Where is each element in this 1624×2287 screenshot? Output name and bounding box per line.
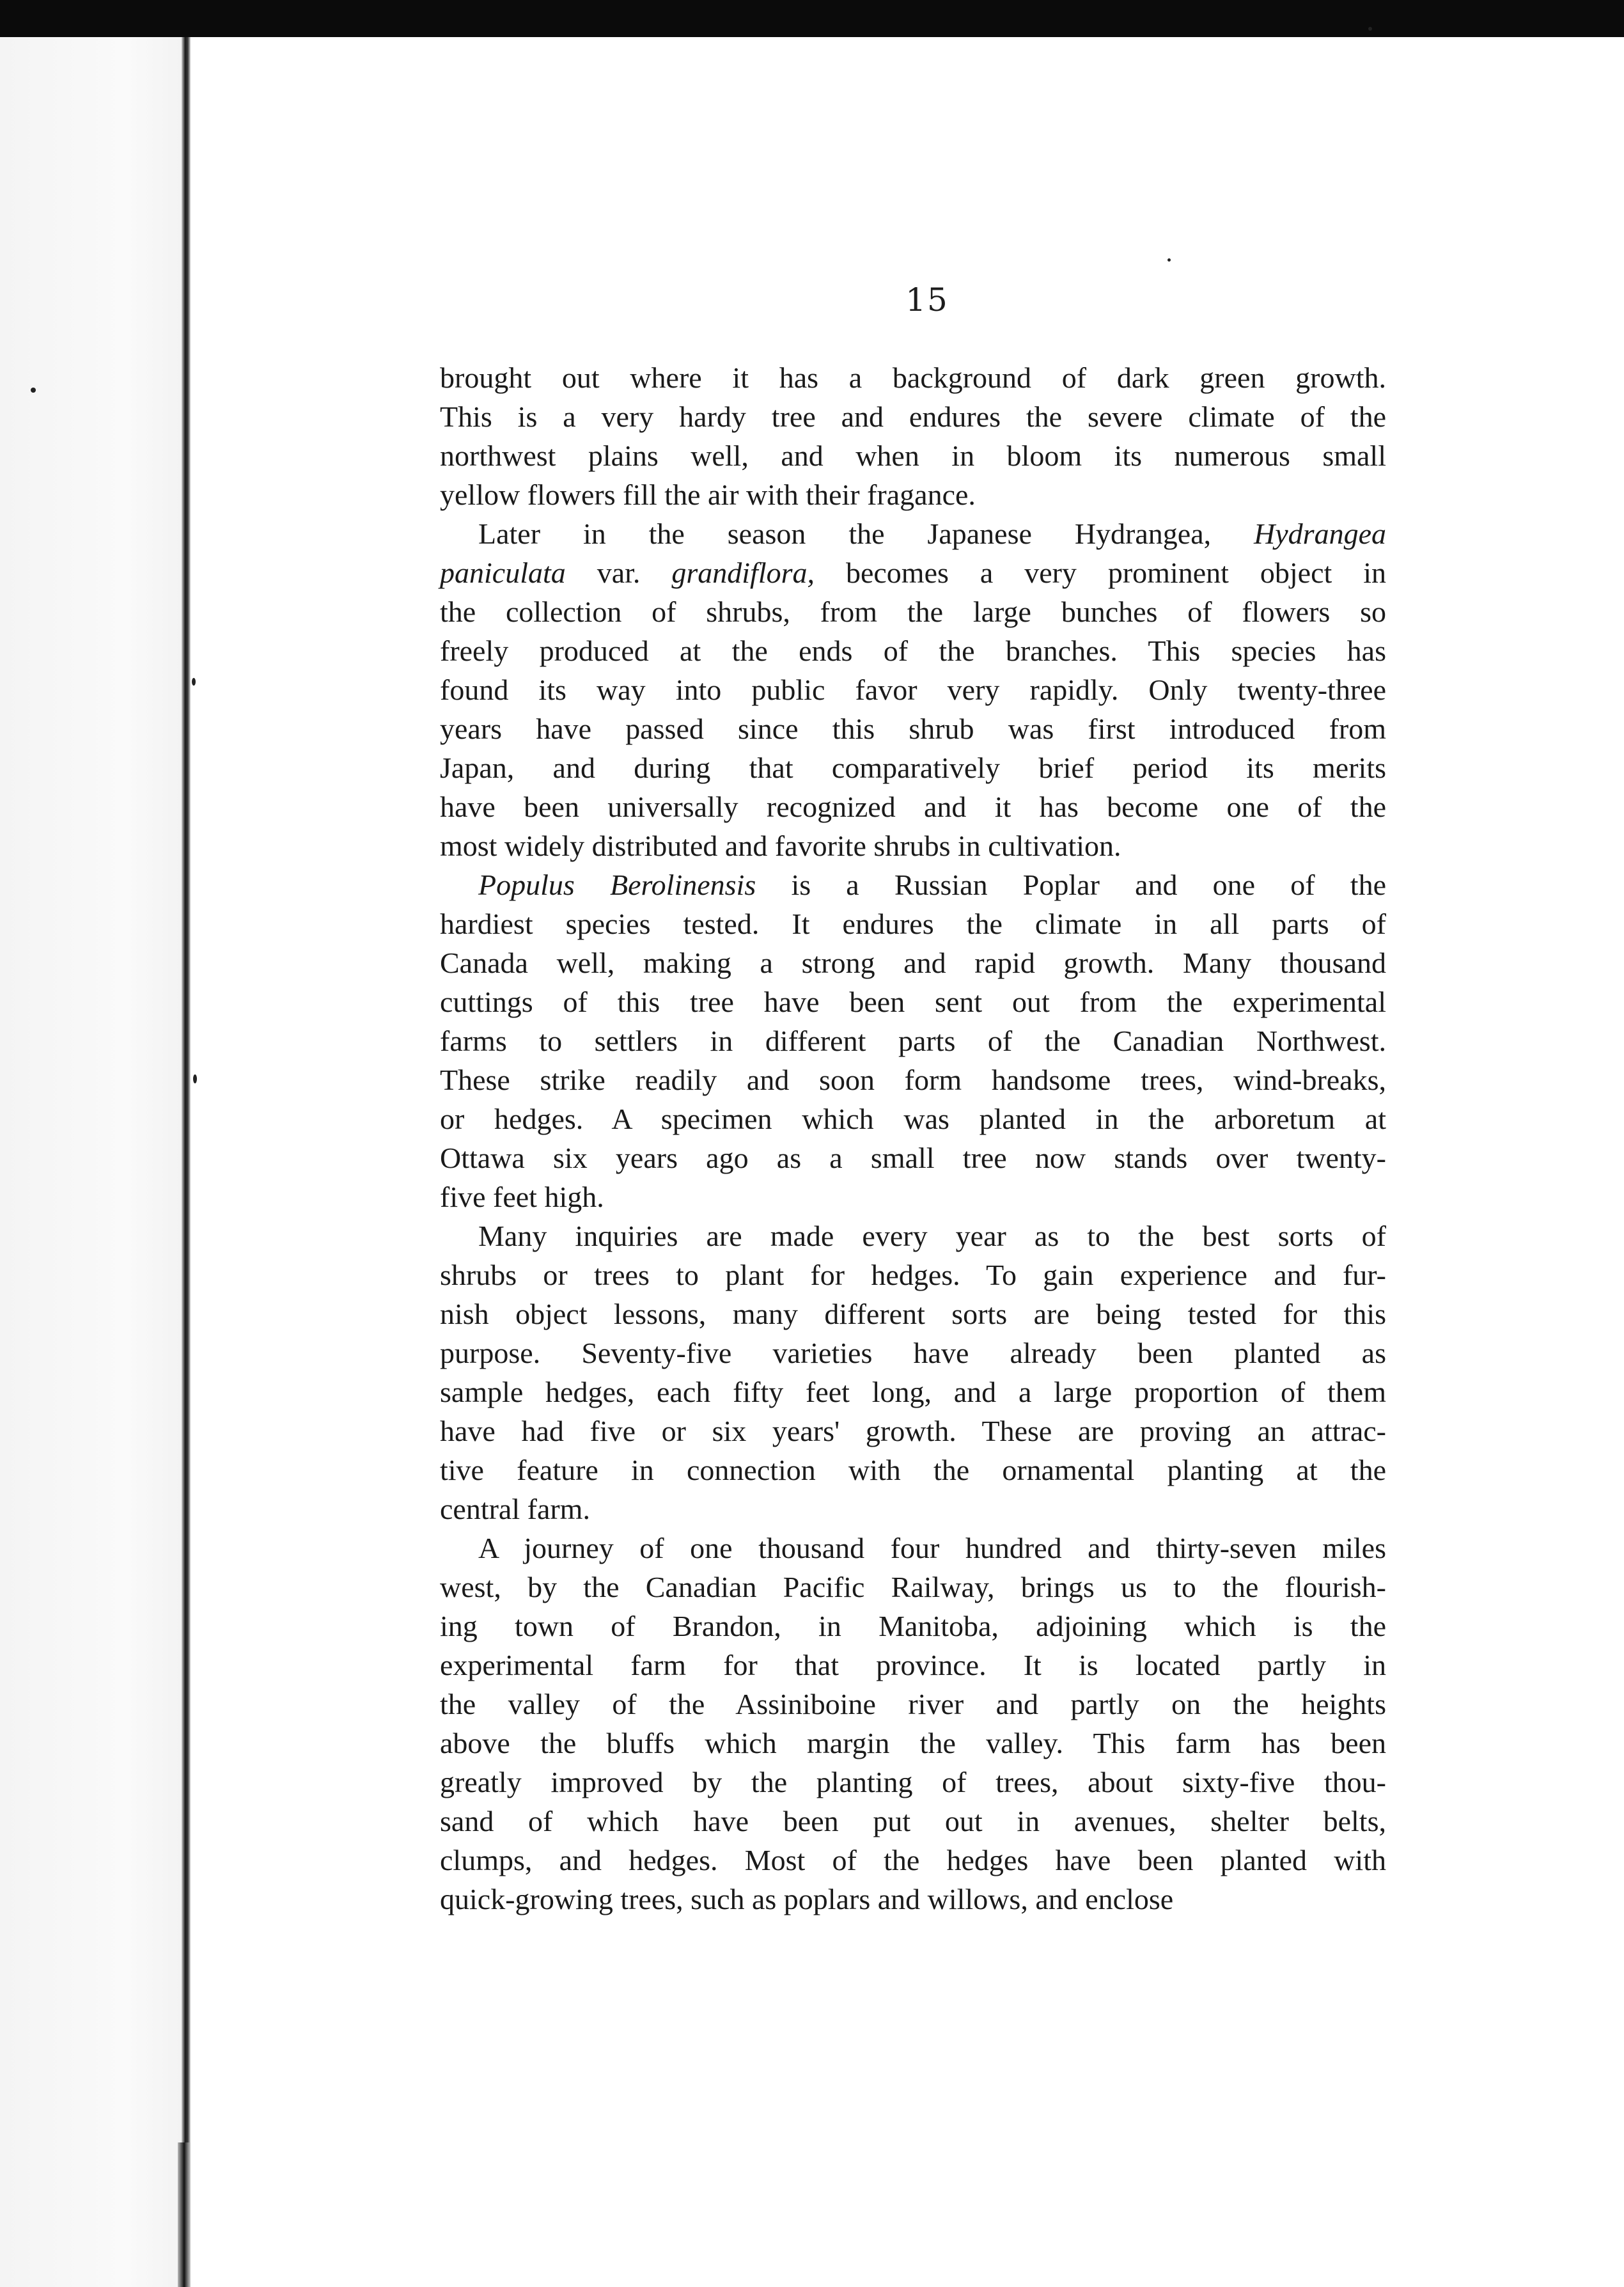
text-run: have had five or six years' growth. These are proving an attrac- <box>440 1415 1386 1447</box>
text-line <box>440 982 1386 1021</box>
text-line <box>440 1607 1386 1646</box>
text-run: found its way into public favor very rapidly. Only twenty-three <box>440 673 1386 706</box>
text-run: sample hedges, each fifty feet long, and a large proportion of them <box>440 1376 1386 1408</box>
scan-speck <box>1167 258 1171 262</box>
scan-top-border <box>0 0 1624 37</box>
text-run: Japan, and during that comparatively brief period its merits <box>440 751 1386 784</box>
text-run: have been universally recognized and it has become one of the <box>440 790 1386 823</box>
text-line <box>440 1568 1386 1607</box>
text-line <box>440 670 1386 709</box>
text-run: nish object lessons, many different sorts are being tested for this <box>440 1298 1386 1330</box>
text-run: Many inquiries are made every year as to the best sorts of <box>478 1220 1386 1252</box>
scan-speck <box>31 388 36 393</box>
text-run: becomes a very prominent object in <box>815 556 1386 589</box>
text-line <box>440 1138 1386 1177</box>
text-run: farms to settlers in different parts of the Canadian Northwest. <box>440 1025 1386 1057</box>
text-run: This is a very hardy tree and endures the severe climate of the <box>440 400 1386 433</box>
text-run: most widely distributed and favorite shrubs in cultivation. <box>440 829 1121 862</box>
text-run: tive feature in connection with the ornamental planting at the <box>440 1454 1386 1486</box>
italic-text: Hydrangea <box>1254 517 1386 550</box>
text-run: central farm. <box>440 1493 590 1525</box>
text-line <box>440 475 1386 514</box>
scan-speck <box>192 678 196 686</box>
text-line <box>440 1177 1386 1216</box>
text-line <box>440 1372 1386 1411</box>
text-line <box>440 1685 1386 1724</box>
text-line <box>440 1294 1386 1333</box>
text-run: years have passed since this shrub was first introduced from <box>440 712 1386 745</box>
text-run: brought out where it has a background of dark green growth. <box>440 361 1386 394</box>
text-run: greatly improved by the planting of trees, about sixty-five thou- <box>440 1766 1386 1798</box>
text-run: hardiest species tested. It endures the climate in all parts of <box>440 908 1386 940</box>
text-line <box>440 904 1386 943</box>
text-run: clumps, and hedges. Most of the hedges have been planted with <box>440 1844 1386 1876</box>
italic-text: paniculata <box>440 556 566 589</box>
text-line <box>440 1763 1386 1802</box>
text-run: cuttings of this tree have been sent out from the experimental <box>440 986 1386 1018</box>
text-line <box>440 709 1386 748</box>
text-run: freely produced at the ends of the branches. This species has <box>440 634 1386 667</box>
text-line <box>440 436 1386 475</box>
text-run: Ottawa six years ago as a small tree now stands over twenty- <box>440 1142 1386 1174</box>
paragraph <box>440 514 1386 865</box>
text-run: A journey of one thousand four hundred and thirty-seven miles <box>478 1532 1386 1564</box>
paragraph <box>440 865 1386 1216</box>
italic-text: grandiflora, <box>671 556 815 589</box>
text-run: sand of which have been put out in avenues, shelter belts, <box>440 1805 1386 1837</box>
text-line <box>440 514 1386 553</box>
text-line <box>440 1880 1386 1919</box>
text-line <box>440 1802 1386 1841</box>
text-line <box>440 1021 1386 1060</box>
text-line <box>440 1333 1386 1372</box>
text-line <box>440 592 1386 631</box>
text-line <box>440 1411 1386 1450</box>
body-text <box>440 358 1386 1919</box>
scan-speck <box>1368 27 1372 31</box>
scan-speck <box>193 1074 197 1083</box>
text-run: west, by the Canadian Pacific Railway, brings us to the flourish- <box>440 1571 1386 1603</box>
text-line <box>440 748 1386 787</box>
text-run: above the bluffs which margin the valley. This farm has been <box>440 1727 1386 1759</box>
text-run: the collection of shrubs, from the large bunches of flowers so <box>440 595 1386 628</box>
facing-page-margin <box>0 37 211 2287</box>
text-line <box>440 1060 1386 1099</box>
text-line <box>440 943 1386 982</box>
text-run: Later in the season the Japanese Hydrangea, <box>478 517 1254 550</box>
text-line <box>440 631 1386 670</box>
text-line <box>440 553 1386 592</box>
paragraph <box>440 358 1386 514</box>
text-line <box>440 1841 1386 1880</box>
text-run: ing town of Brandon, in Manitoba, adjoining which is the <box>440 1610 1386 1642</box>
text-run: var. <box>565 556 672 589</box>
text-run: These strike readily and soon form handsome trees, wind-breaks, <box>440 1064 1386 1096</box>
text-run: or hedges. A specimen which was planted in the arboretum at <box>440 1103 1386 1135</box>
text-run: purpose. Seventy-five varieties have already been planted as <box>440 1337 1386 1369</box>
text-line <box>440 1529 1386 1568</box>
text-run: quick-growing trees, such as poplars and willows, and enclose <box>440 1883 1174 1915</box>
paragraph <box>440 1529 1386 1919</box>
italic-text: Populus Berolinensis <box>478 868 756 901</box>
text-line <box>440 1646 1386 1685</box>
text-run: the valley of the Assiniboine river and partly on the heights <box>440 1688 1386 1720</box>
page-number: 15 <box>905 281 949 318</box>
text-line <box>440 1099 1386 1138</box>
text-run: northwest plains well, and when in bloom its numerous small <box>440 439 1386 472</box>
text-run: five feet high. <box>440 1181 604 1213</box>
text-line <box>440 1724 1386 1763</box>
text-line <box>440 826 1386 865</box>
text-line <box>440 865 1386 904</box>
text-line <box>440 787 1386 826</box>
text-line <box>440 1216 1386 1255</box>
text-run: shrubs or trees to plant for hedges. To gain experience and fur- <box>440 1259 1386 1291</box>
text-line <box>440 1255 1386 1294</box>
text-line <box>440 397 1386 436</box>
text-line <box>440 1450 1386 1489</box>
text-run: experimental farm for that province. It is located partly in <box>440 1649 1386 1681</box>
text-line <box>440 358 1386 397</box>
text-run: yellow flowers fill the air with their fragance. <box>440 478 976 511</box>
text-run: Canada well, making a strong and rapid growth. Many thousand <box>440 947 1386 979</box>
paragraph <box>440 1216 1386 1529</box>
text-line <box>440 1489 1386 1529</box>
text-run: is a Russian Poplar and one of the <box>756 868 1386 901</box>
binding-edge <box>182 37 191 2287</box>
binding-edge-tail <box>178 2142 191 2287</box>
